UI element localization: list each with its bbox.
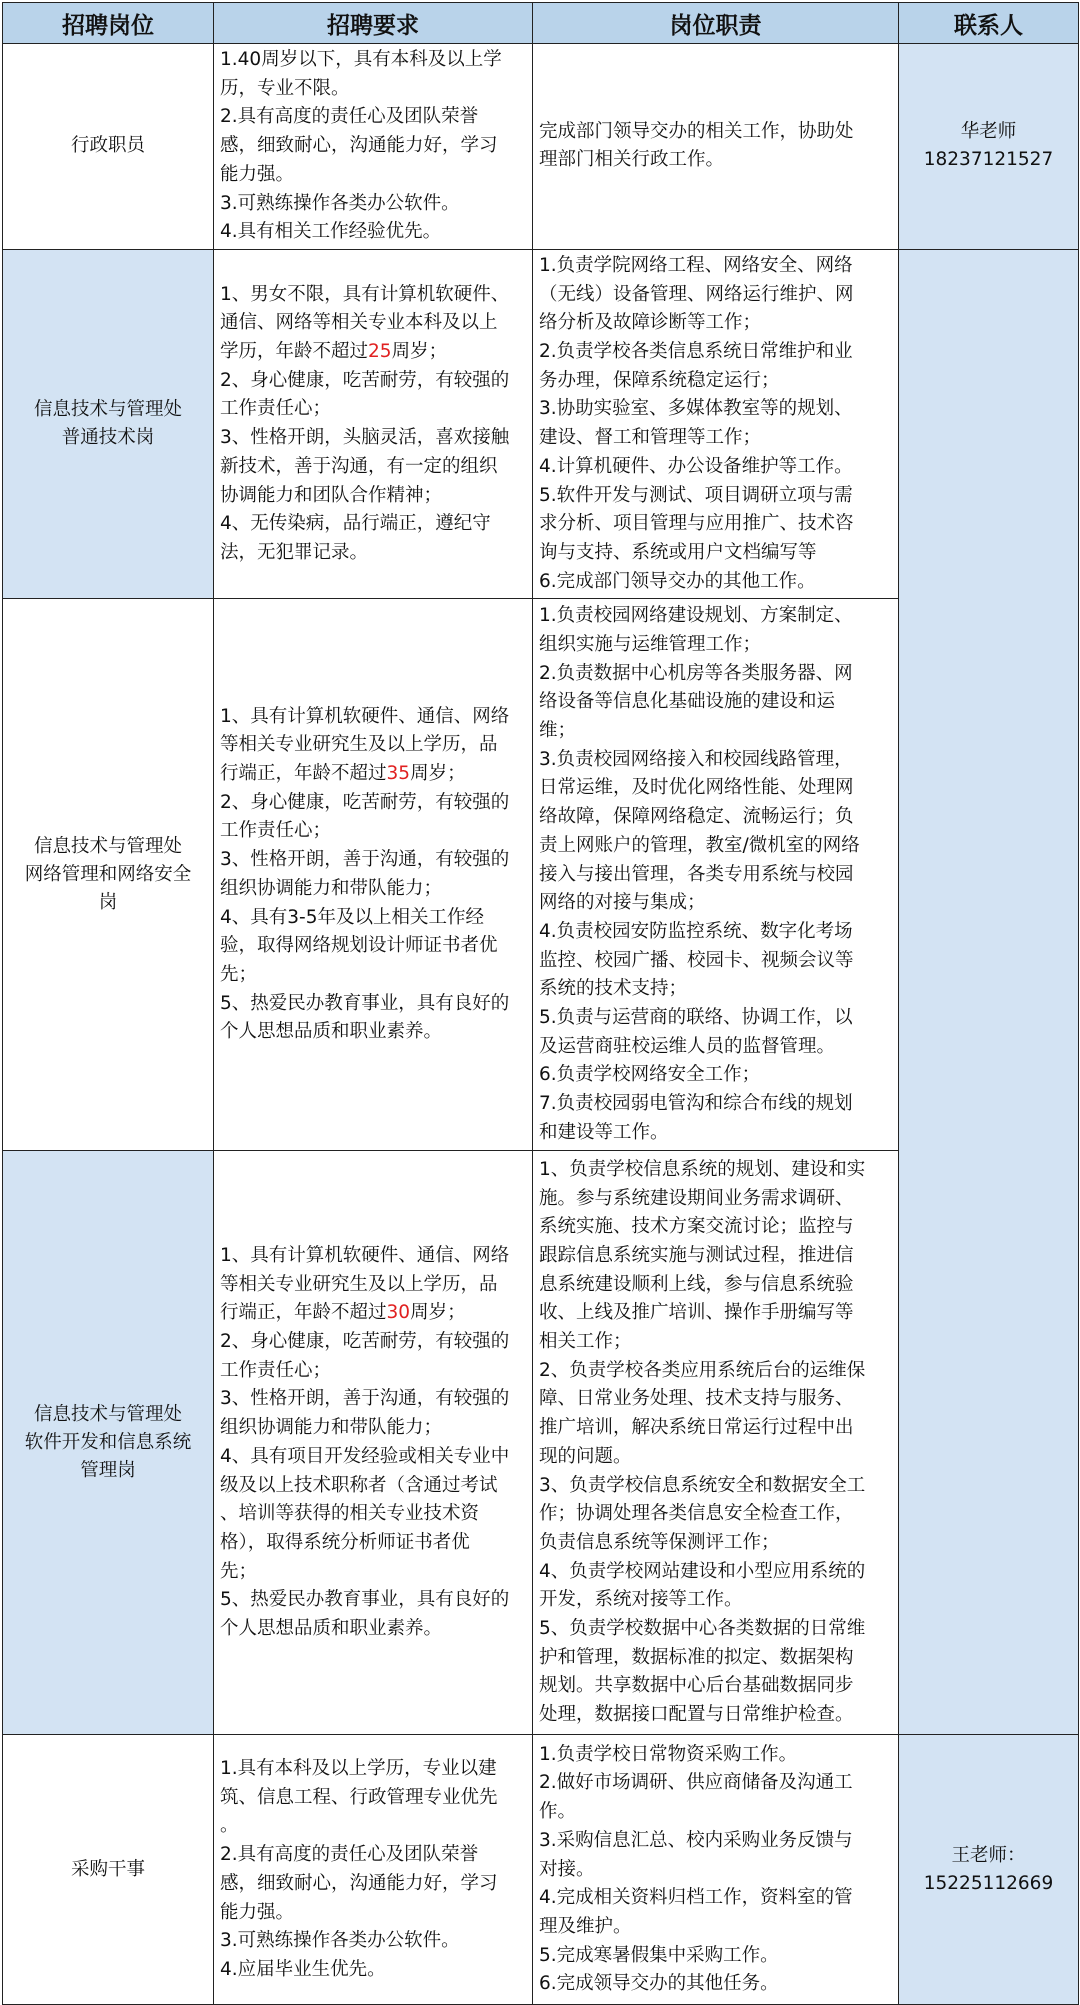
duties-cell <box>533 44 899 250</box>
text-segment: 、培训等获得的相关专业技术资 <box>220 1503 480 1525</box>
requirement-line <box>220 395 528 424</box>
text-segment: 络分析及故障诊断等工作； <box>539 312 762 334</box>
duty-line <box>539 510 894 539</box>
text-segment: 通信、网络等相关专业本科及以上 <box>220 312 498 334</box>
duty-line <box>539 861 894 890</box>
text-segment: 作。 <box>539 1801 577 1823</box>
duty-line <box>539 309 894 338</box>
requirement-line <box>220 1956 528 1985</box>
duty-line <box>539 1119 894 1148</box>
requirement-line <box>220 1586 528 1615</box>
position-cell <box>3 599 214 1151</box>
text-segment: 1、具有计算机软硬件、通信、网络 <box>220 705 510 727</box>
requirement-line <box>220 1018 528 1047</box>
duty-line <box>539 1472 894 1501</box>
text-segment: 1.具有本科及以上学历，专业以建 <box>220 1758 497 1780</box>
requirement-line <box>220 1472 528 1501</box>
duty-line <box>539 1769 894 1798</box>
requirement-line <box>220 990 528 1019</box>
requirement-line <box>220 1271 528 1300</box>
text-segment: 6.负责学校网络安全工作； <box>539 1064 761 1086</box>
text-segment: 4.具有相关工作经验优先。 <box>220 221 442 243</box>
text-segment: 建设、督工和管理等工作； <box>539 427 762 449</box>
duty-line <box>539 281 894 310</box>
text-segment: 组织协调能力和带队能力； <box>220 1417 443 1439</box>
table-row <box>3 249 1079 598</box>
duties-cell <box>533 1735 899 2005</box>
text-segment: 系统实施、技术方案交流讨论；监控与 <box>539 1216 854 1238</box>
text-segment: 1、男女不限，具有计算机软硬件、 <box>220 283 510 305</box>
text-segment: 及运营商驻校运维人员的监督管理。 <box>539 1035 836 1057</box>
text-segment: 施。参与系统建设期间业务需求调研、 <box>539 1187 854 1209</box>
requirement-line <box>220 789 528 818</box>
duty-line <box>539 338 894 367</box>
duty-line <box>539 1644 894 1673</box>
text-segment: 4.负责校园安防监控系统、数字化考场 <box>539 920 853 942</box>
duty-line <box>539 1271 894 1300</box>
requirement-line <box>220 510 528 539</box>
text-segment: 学历，年龄不超过 <box>220 341 369 363</box>
duty-line <box>539 746 894 775</box>
position-label: 采购干事 <box>70 1858 145 1880</box>
text-segment: 跟踪信息系统实施与测试过程，推进信 <box>539 1244 854 1266</box>
text-segment: 询与支持、系统或用户文档编写等 <box>539 541 817 563</box>
position-label: 普通技术岗 <box>61 427 155 449</box>
requirement-line <box>220 703 528 732</box>
position-label: 信息技术与管理处 <box>33 835 182 857</box>
text-segment: 处理，数据接口配置与日常维护检查。 <box>539 1704 854 1726</box>
header-row <box>3 3 1079 44</box>
duty-line <box>539 1615 894 1644</box>
text-segment: 2、负责学校各类应用系统后台的运维保 <box>539 1359 866 1381</box>
requirement-line <box>220 875 528 904</box>
requirement-line <box>220 1529 528 1558</box>
position-label: 软件开发和信息系统 <box>24 1431 192 1453</box>
duty-line <box>539 975 894 1004</box>
duty-line <box>539 631 894 660</box>
duty-line <box>539 1970 894 1999</box>
text-segment: 6.完成部门领导交办的其他工作。 <box>539 570 816 592</box>
text-segment: 系统的技术支持； <box>539 978 688 1000</box>
requirement-line <box>220 760 528 789</box>
text-segment: 周岁； <box>391 341 448 363</box>
position-label: 网络管理和网络安全 <box>24 863 192 885</box>
text-segment: 等相关专业研究生及以上学历，品 <box>220 734 498 756</box>
duty-line <box>539 660 894 689</box>
text-segment: 6.完成领导交办的其他任务。 <box>539 1973 779 1995</box>
requirement-line <box>220 1414 528 1443</box>
text-segment: 障、日常业务处理、技术支持与服务、 <box>539 1388 854 1410</box>
text-segment: 理部门相关行政工作。 <box>539 149 725 171</box>
text-segment: 先； <box>220 963 258 985</box>
text-segment: 2.具有高度的责任心及团队荣誉 <box>220 106 479 128</box>
text-segment: 3、负责学校信息系统安全和数据安全工 <box>539 1474 866 1496</box>
text-segment: 1、具有计算机软硬件、通信、网络 <box>220 1244 510 1266</box>
text-segment: 。 <box>220 1815 239 1837</box>
requirement-line <box>220 961 528 990</box>
requirement-line <box>220 846 528 875</box>
text-segment: 4.完成相关资料归档工作，资料室的管 <box>539 1887 853 1909</box>
text-segment: 4、具有项目开发经验或相关专业中 <box>220 1445 510 1467</box>
text-segment: 历，专业不限。 <box>220 77 350 99</box>
requirement-line <box>220 1870 528 1899</box>
text-segment: 能力强。 <box>220 1901 295 1923</box>
position-label: 信息技术与管理处 <box>33 399 182 421</box>
contact-cell <box>899 249 1079 1734</box>
duty-line <box>539 1414 894 1443</box>
text-segment: 3.采购信息汇总、校内采购业务反馈与 <box>539 1829 853 1851</box>
text-segment: 开发，系统对接等工作。 <box>539 1589 743 1611</box>
duty-line <box>539 1213 894 1242</box>
requirements-cell <box>214 249 533 598</box>
table-row <box>3 1735 1079 2005</box>
duty-line <box>539 1443 894 1472</box>
requirement-line <box>220 539 528 568</box>
text-segment: 3.协助实验室、多媒体教室等的规划、 <box>539 398 853 420</box>
text-segment: （无线）设备管理、网络运行维护、网 <box>539 283 854 305</box>
text-segment: 感，细致耐心，沟通能力好，学习 <box>220 1872 498 1894</box>
text-segment: 1.负责学校日常物资采购工作。 <box>539 1743 798 1765</box>
position-label: 岗 <box>98 891 118 913</box>
text-segment: 络设备等信息化基础设施的建设和运 <box>539 691 836 713</box>
text-segment: 完成部门领导交办的相关工作，协助处 <box>539 120 854 142</box>
requirement-line <box>220 309 528 338</box>
duty-line <box>539 1328 894 1357</box>
text-segment: 周岁； <box>410 763 466 785</box>
duties-cell <box>533 599 899 1151</box>
text-segment: 5.负责与运营商的联络、协调工作，以 <box>539 1007 853 1029</box>
text-segment: 相关工作； <box>539 1331 632 1353</box>
duty-line <box>539 889 894 918</box>
text-segment: 对接。 <box>539 1858 595 1880</box>
text-segment: 维； <box>539 719 577 741</box>
duty-line <box>539 1701 894 1730</box>
table-row <box>3 44 1079 250</box>
duty-line <box>539 1529 894 1558</box>
duty-line <box>539 1061 894 1090</box>
text-segment: 1.负责校园网络建设规划、方案制定、 <box>539 605 853 627</box>
text-segment: 格），取得系统分析师证书者优 <box>220 1531 470 1553</box>
text-segment: 2.负责学校各类信息系统日常维护和业 <box>539 341 853 363</box>
text-segment: 行端正，年龄不超过 <box>220 763 387 785</box>
text-segment: 行端正，年龄不超过 <box>220 1302 387 1324</box>
duty-line <box>539 1357 894 1386</box>
requirements-cell <box>214 1151 533 1735</box>
requirement-line <box>220 424 528 453</box>
text-segment: 现的问题。 <box>539 1445 632 1467</box>
duty-line <box>539 1856 894 1885</box>
text-segment: 责上网账户的管理，教室/微机室的网络 <box>539 834 860 856</box>
duty-line <box>539 482 894 511</box>
text-segment: 和建设等工作。 <box>539 1121 669 1143</box>
duty-line <box>539 717 894 746</box>
duty-line <box>539 1827 894 1856</box>
text-segment: 工作责任心； <box>220 820 332 842</box>
text-segment: 4、具有3-5年及以上相关工作经 <box>220 906 484 928</box>
text-segment: 组织协调能力和带队能力； <box>220 877 443 899</box>
text-segment: 个人思想品质和职业素养。 <box>220 1021 443 1043</box>
requirement-line <box>220 1385 528 1414</box>
header-duties: 岗位职责 <box>533 3 899 44</box>
requirement-line <box>220 1299 528 1328</box>
text-segment: 规划。共享数据中心后台基础数据同步 <box>539 1675 854 1697</box>
contact-phone: 15225112669 <box>923 1872 1054 1894</box>
duty-line <box>539 1913 894 1942</box>
position-cell <box>3 1735 214 2005</box>
duty-line <box>539 947 894 976</box>
duties-cell <box>533 1151 899 1735</box>
text-segment: 协调能力和团队合作精神； <box>220 484 443 506</box>
requirement-line <box>220 1755 528 1784</box>
text-segment: 5.软件开发与测试、项目调研立项与需 <box>539 484 853 506</box>
duty-line <box>539 1500 894 1529</box>
recruitment-table <box>2 2 1079 2005</box>
duty-line <box>539 118 894 147</box>
header-position: 招聘岗位 <box>3 3 214 44</box>
duty-line <box>539 568 894 597</box>
text-segment: 3、性格开朗，头脑灵活，喜欢接触 <box>220 427 510 449</box>
text-segment: 5.完成寒暑假集中采购工作。 <box>539 1944 779 1966</box>
requirement-line <box>220 46 528 75</box>
duty-line <box>539 1156 894 1185</box>
requirement-line <box>220 1357 528 1386</box>
text-segment: 感，细致耐心，沟通能力好，学习 <box>220 135 498 157</box>
text-segment: 3、性格开朗，善于沟通，有较强的 <box>220 1388 510 1410</box>
duty-line <box>539 832 894 861</box>
duty-line <box>539 602 894 631</box>
requirement-line <box>220 731 528 760</box>
text-segment: 5、热爱民办教育事业，具有良好的 <box>220 992 510 1014</box>
text-segment: 筑、信息工程、行政管理专业优先 <box>220 1786 498 1808</box>
requirements-cell <box>214 599 533 1151</box>
text-segment: 个人思想品质和职业素养。 <box>220 1618 443 1640</box>
requirement-line <box>220 1328 528 1357</box>
duty-line <box>539 367 894 396</box>
requirement-line <box>220 1927 528 1956</box>
text-segment: 工作责任心； <box>220 398 332 420</box>
requirement-line <box>220 367 528 396</box>
duty-line <box>539 774 894 803</box>
text-segment: 3.负责校园网络接入和校园线路管理， <box>539 748 853 770</box>
text-segment: 5、热爱民办教育事业，具有良好的 <box>220 1589 510 1611</box>
text-segment: 周岁； <box>410 1302 466 1324</box>
duty-line <box>539 1884 894 1913</box>
duty-line <box>539 1558 894 1587</box>
duties-cell <box>533 249 899 598</box>
requirement-line <box>220 190 528 219</box>
text-segment: 网络的对接与集成； <box>539 892 706 914</box>
duty-line <box>539 252 894 281</box>
duty-line <box>539 146 894 175</box>
contact-cell <box>899 44 1079 250</box>
requirement-line <box>220 1615 528 1644</box>
age-limit-highlight: 30 <box>386 1302 411 1324</box>
text-segment: 4.计算机硬件、办公设备维护等工作。 <box>539 455 853 477</box>
text-segment: 5、负责学校数据中心各类数据的日常维 <box>539 1618 866 1640</box>
text-segment: 求分析、项目管理与应用推广、技术咨 <box>539 513 854 535</box>
contact-phone: 18237121527 <box>923 149 1054 171</box>
text-segment: 先； <box>220 1560 258 1582</box>
header-requirements: 招聘要求 <box>214 3 533 44</box>
duty-line <box>539 1033 894 1062</box>
duty-line <box>539 1672 894 1701</box>
contact-name: 华老师 <box>960 121 1017 143</box>
requirement-line <box>220 817 528 846</box>
contact-cell <box>899 1735 1079 2005</box>
text-segment: 1.负责学院网络工程、网络安全、网络 <box>539 254 853 276</box>
duty-line <box>539 918 894 947</box>
text-segment: 2、身心健康，吃苦耐劳，有较强的 <box>220 369 510 391</box>
requirements-cell <box>214 44 533 250</box>
text-segment: 2.负责数据中心机房等各类服务器、网 <box>539 662 853 684</box>
position-cell <box>3 249 214 598</box>
header-contact: 联系人 <box>899 3 1079 44</box>
requirement-line <box>220 1841 528 1870</box>
duty-line <box>539 1242 894 1271</box>
requirement-line <box>220 338 528 367</box>
requirement-line <box>220 161 528 190</box>
duty-line <box>539 1741 894 1770</box>
text-segment: 能力强。 <box>220 163 295 185</box>
text-segment: 络故障，保障网络稳定、流畅运行；负 <box>539 806 854 828</box>
text-segment: 3.可熟练操作各类办公软件。 <box>220 1930 460 1952</box>
requirement-line <box>220 1558 528 1587</box>
duty-line <box>539 1942 894 1971</box>
text-segment: 工作责任心； <box>220 1359 332 1381</box>
text-segment: 收、上线及推广培训、操作手册编写等 <box>539 1302 854 1324</box>
text-segment: 接入与接出管理，各类专用系统与校园 <box>539 863 854 885</box>
duty-line <box>539 1385 894 1414</box>
text-segment: 3、性格开朗，善于沟通，有较强的 <box>220 849 510 871</box>
requirement-line <box>220 103 528 132</box>
duty-line <box>539 1004 894 1033</box>
text-segment: 验，取得网络规划设计师证书者优 <box>220 935 498 957</box>
position-cell <box>3 44 214 250</box>
duty-line <box>539 688 894 717</box>
text-segment: 息系统建设顺利上线，参与信息系统验 <box>539 1273 854 1295</box>
position-label: 管理岗 <box>80 1459 136 1481</box>
text-segment: 作；协调处理各类信息安全检查工作， <box>539 1503 854 1525</box>
text-segment: 理及维护。 <box>539 1915 632 1937</box>
text-segment: 4、负责学校网站建设和小型应用系统的 <box>539 1560 866 1582</box>
text-segment: 务办理，保障系统稳定运行； <box>539 369 780 391</box>
duty-line <box>539 1586 894 1615</box>
text-segment: 4、无传染病，品行端正，遵纪守 <box>220 513 491 535</box>
text-segment: 2.做好市场调研、供应商储备及沟通工 <box>539 1772 853 1794</box>
requirement-line <box>220 1443 528 1472</box>
text-segment: 监控、校园广播、校园卡、视频会议等 <box>539 949 854 971</box>
text-segment: 2.具有高度的责任心及团队荣誉 <box>220 1844 479 1866</box>
requirement-line <box>220 75 528 104</box>
contact-name: 王老师： <box>951 1844 1026 1866</box>
requirement-line <box>220 281 528 310</box>
requirement-line <box>220 218 528 247</box>
age-limit-highlight: 35 <box>386 763 411 785</box>
text-segment: 1.40周岁以下，具有本科及以上学 <box>220 49 502 70</box>
requirement-line <box>220 1899 528 1928</box>
text-segment: 3.可熟练操作各类办公软件。 <box>220 192 460 214</box>
duty-line <box>539 453 894 482</box>
requirement-line <box>220 932 528 961</box>
position-cell <box>3 1151 214 1735</box>
position-label: 信息技术与管理处 <box>33 1403 182 1425</box>
text-segment: 2、身心健康，吃苦耐劳，有较强的 <box>220 791 510 813</box>
duty-line <box>539 803 894 832</box>
duty-line <box>539 1185 894 1214</box>
duty-line <box>539 539 894 568</box>
text-segment: 7.负责校园弱电管沟和综合布线的规划 <box>539 1093 853 1115</box>
requirement-line <box>220 132 528 161</box>
requirements-cell <box>214 1735 533 2005</box>
duty-line <box>539 424 894 453</box>
requirement-line <box>220 1242 528 1271</box>
text-segment: 日常运维，及时优化网络性能、处理网 <box>539 777 854 799</box>
duty-line <box>539 1090 894 1119</box>
requirement-line <box>220 1812 528 1841</box>
requirement-line <box>220 482 528 511</box>
text-segment: 负责信息系统等保测评工作； <box>539 1531 780 1553</box>
text-segment: 等相关专业研究生及以上学历，品 <box>220 1273 498 1295</box>
duty-line <box>539 395 894 424</box>
text-segment: 组织实施与运维管理工作； <box>539 633 762 655</box>
requirement-line <box>220 1500 528 1529</box>
requirement-line <box>220 453 528 482</box>
text-segment: 推广培训，解决系统日常运行过程中出 <box>539 1417 854 1439</box>
text-segment: 级及以上技术职称者（含通过考试 <box>220 1474 498 1496</box>
text-segment: 护和管理，数据标准的拟定、数据架构 <box>539 1646 854 1668</box>
requirement-line <box>220 1784 528 1813</box>
duty-line <box>539 1299 894 1328</box>
age-limit-highlight: 25 <box>368 341 392 363</box>
text-segment: 法，无犯罪记录。 <box>220 541 369 563</box>
position-label: 行政职员 <box>70 135 145 157</box>
requirement-line <box>220 904 528 933</box>
text-segment: 新技术，善于沟通，有一定的组织 <box>220 455 498 477</box>
text-segment: 4.应届毕业生优先。 <box>220 1958 386 1980</box>
text-segment: 1、负责学校信息系统的规划、建设和实 <box>539 1158 866 1180</box>
text-segment: 2、身心健康，吃苦耐劳，有较强的 <box>220 1331 510 1353</box>
duty-line <box>539 1798 894 1827</box>
